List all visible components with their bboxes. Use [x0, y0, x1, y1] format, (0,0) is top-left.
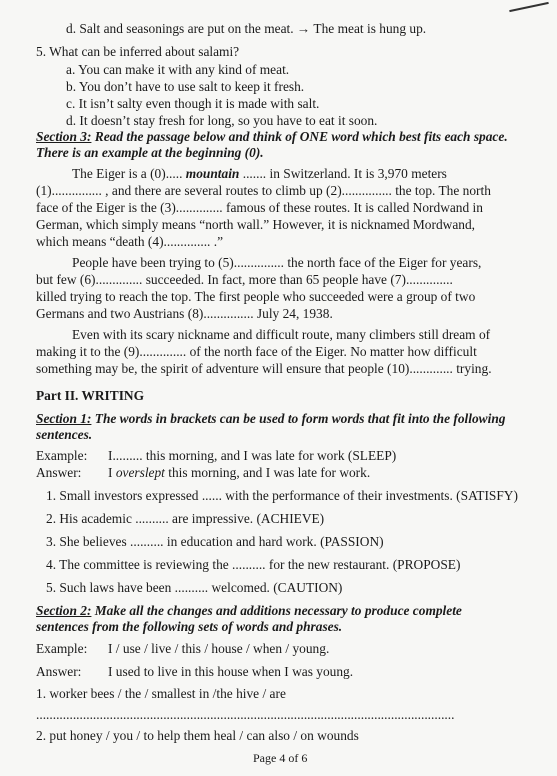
passage-p3-line1: Even with its scary nickname and difficult route, many climbers still dream of — [72, 327, 491, 342]
passage-p2-line3: killed trying to reach the top. The first people who succeeded were a group of two — [36, 289, 476, 304]
section2-example-text: I / use / live / this / house / when / young. — [108, 641, 330, 656]
section1-item-3: 3. She believes .......... in education and hard work. (PASSION) — [46, 534, 384, 549]
question5-option-d: d. It doesn’t stay fresh for long, so you have to eat it soon. — [66, 113, 378, 128]
passage-p1-line5: which means “death (4).............. .” — [36, 234, 224, 249]
section1-answer-text: I overslept this morning, and I was late for work. — [108, 465, 371, 480]
section2-answer-label: Answer: — [36, 664, 82, 679]
section1-example-text: I......... this morning, and I was late for work (SLEEP) — [108, 448, 397, 463]
passage-p1-line2: (1)............... , and there are several routes to climb up (2)............... the top. The north — [36, 183, 491, 198]
section1-item-5: 5. Such laws have been .......... welcomed. (CAUTION) — [46, 580, 343, 595]
question5-option-a: a. You can make it with any kind of meat. — [66, 62, 290, 77]
section1-item-4: 4. The committee is reviewing the .......... for the new restaurant. (PROPOSE) — [46, 557, 461, 572]
question4-option-d: d. Salt and seasonings are put on the meat. → The meat is hung up. — [66, 21, 427, 36]
writing-section1-instruction-line2: sentences. — [36, 427, 93, 442]
section1-example-label: Example: — [36, 448, 88, 463]
question5-option-c: c. It isn’t salty even though it is made with salt. — [66, 96, 320, 111]
section2-answer-text: I used to live in this house when I was young. — [108, 664, 354, 679]
section2-item-2: 2. put honey / you / to help them heal / can also / on wounds — [36, 728, 359, 743]
corner-mark — [509, 2, 549, 12]
section3-instruction-line2: There is an example at the beginning (0). — [36, 145, 264, 160]
page-footer: Page 4 of 6 — [253, 751, 308, 765]
passage-p2-line2: but few (6).............. succeeded. In fact, more than 65 people have (7).............. — [36, 272, 453, 287]
passage-p2-line4: Germans and two Austrians (8)............... July 24, 1938. — [36, 306, 333, 321]
question5-option-b: b. You don’t have to use salt to keep it fresh. — [66, 79, 305, 94]
section2-example-label: Example: — [36, 641, 88, 656]
answer-italic-word: overslept — [115, 465, 165, 480]
example-answer-word: mountain — [185, 166, 240, 181]
answer-dotted-line[interactable]: ............................................................................................................................. — [36, 707, 455, 722]
passage-p1-line4: German, which simply means “north wall.” However, it is nicknamed Mordwand, — [36, 217, 476, 232]
section3-instruction: Section 3: Read the passage below and think of ONE word which best fits each space. — [36, 129, 508, 144]
writing-section2-instruction-line2: sentences from the following sets of words and phrases. — [36, 619, 343, 634]
passage-p3-line3: something may be, the spirit of adventure will ensure that people (10)............. trying. — [36, 361, 492, 376]
question5-stem: 5. What can be inferred about salami? — [36, 44, 240, 59]
writing-section2-label: Section 2: — [36, 603, 92, 618]
section2-item-1: 1. worker bees / the / smallest in /the hive / are — [36, 686, 286, 701]
passage-p3-line2: making it to the (9).............. of the north face of the Eiger. No matter how difficult — [36, 344, 477, 359]
section3-label: Section 3: — [36, 129, 92, 144]
writing-section1-instruction: Section 1: The words in brackets can be used to form words that fit into the following — [36, 411, 506, 426]
passage-p1-line3: face of the Eiger is the (3).............. famous of these routes. It is called Nordwand in — [36, 200, 483, 215]
writing-section1-label: Section 1: — [36, 411, 92, 426]
writing-section2-instruction: Section 2: Make all the changes and additions necessary to produce complete — [36, 603, 462, 618]
section1-item-1: 1. Small investors expressed ...... with the performance of their investments. (SATISFY) — [46, 488, 518, 503]
passage-p2-line1: People have been trying to (5)............... the north face of the Eiger for years, — [72, 255, 482, 270]
passage-p1-line1: The Eiger is a (0)..... mountain ....... in Switzerland. It is 3,970 meters — [72, 166, 447, 181]
part2-heading: Part II. WRITING — [36, 388, 145, 403]
section1-item-2: 2. His academic .......... are impressive. (ACHIEVE) — [46, 511, 325, 526]
section1-answer-label: Answer: — [36, 465, 82, 480]
